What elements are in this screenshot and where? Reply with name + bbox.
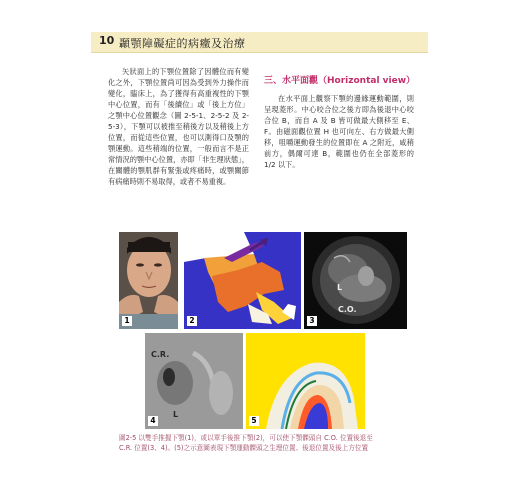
figure-5-condyle-diagram (246, 333, 365, 429)
xray-label-co: C.O. (338, 305, 357, 314)
patient-photo-illustration (119, 232, 178, 329)
right-text-column (264, 93, 414, 170)
figure-2-skull-illustration (184, 232, 301, 329)
figure-number: 5 (249, 416, 259, 426)
figure-4-xray (145, 333, 243, 429)
xray-label-l: L (337, 283, 343, 292)
left-text-column (108, 66, 249, 187)
xray-image (145, 333, 243, 429)
condyle-position-diagram (246, 333, 365, 429)
figure-number: 2 (187, 316, 197, 326)
xray-image (304, 232, 407, 329)
page-header (91, 32, 428, 53)
figure-number: 1 (122, 316, 132, 326)
chapter-title: 顳顎障礙症的病癥及治療 (119, 37, 246, 50)
right-paragraph: 在水平面上觀察下顎的邊緣運動範圍，則呈現菱形。中心咬合位之後方即為後退中心咬合位 B，而自 A 及 B 皆可做最大側移至 E、F。由磁面觀位置 H 也可向左、右方做最大側移，咀嚼運動發生的位置即在 A 之附近，咸稍前方，偶爾可達 B，範圍也仍在全部菱形的 1/2 以下。 (264, 94, 414, 169)
section-heading: 三、水平面觀（Horizontal view） (264, 76, 416, 86)
figure-number: 3 (307, 316, 317, 326)
xray-label-cr: C.R. (151, 350, 170, 359)
left-paragraph: 矢狀面上的下顎位置除了因體位而有變化之外，下顎位置尚可因為受到外力操作而變化，臨床上，為了獲得有高重複性的下顎中心位置，而有「後續位」或「後上方位」之顎中心位置觀念（圖 2-5-1、2-5-2 及 2-5-3），下顎可以被推至稍後方以及稍後上方位置，而從這些位置，也可以測得口及顎的顎運動。這些稍端的位置，一般而言不是正常情況的顎中心位置，亦即「非生理狀態」，在關體的顎肌群有緊張或疼痛時，或顎關節有病痛時則不易取得，或者不易重複。 (108, 67, 249, 186)
figure-1-patient-photo (119, 232, 178, 329)
figure-caption: 圖2-5 以雙手推握下顎(1)，或以單手後推下顎(2)，可以使下顎髁頭自 C.O. 位置後退至 C.R. 位置(3、4)。(5)之示意圖表現下顎運動髁頭之生理位置、後退位置及後上方位置 (119, 434, 373, 452)
xray-label-l: L (173, 410, 179, 419)
figure-3-xray (304, 232, 407, 329)
page-number: 10 (99, 34, 115, 47)
figure-number: 4 (148, 416, 158, 426)
skull-jaw-illustration (184, 232, 301, 329)
